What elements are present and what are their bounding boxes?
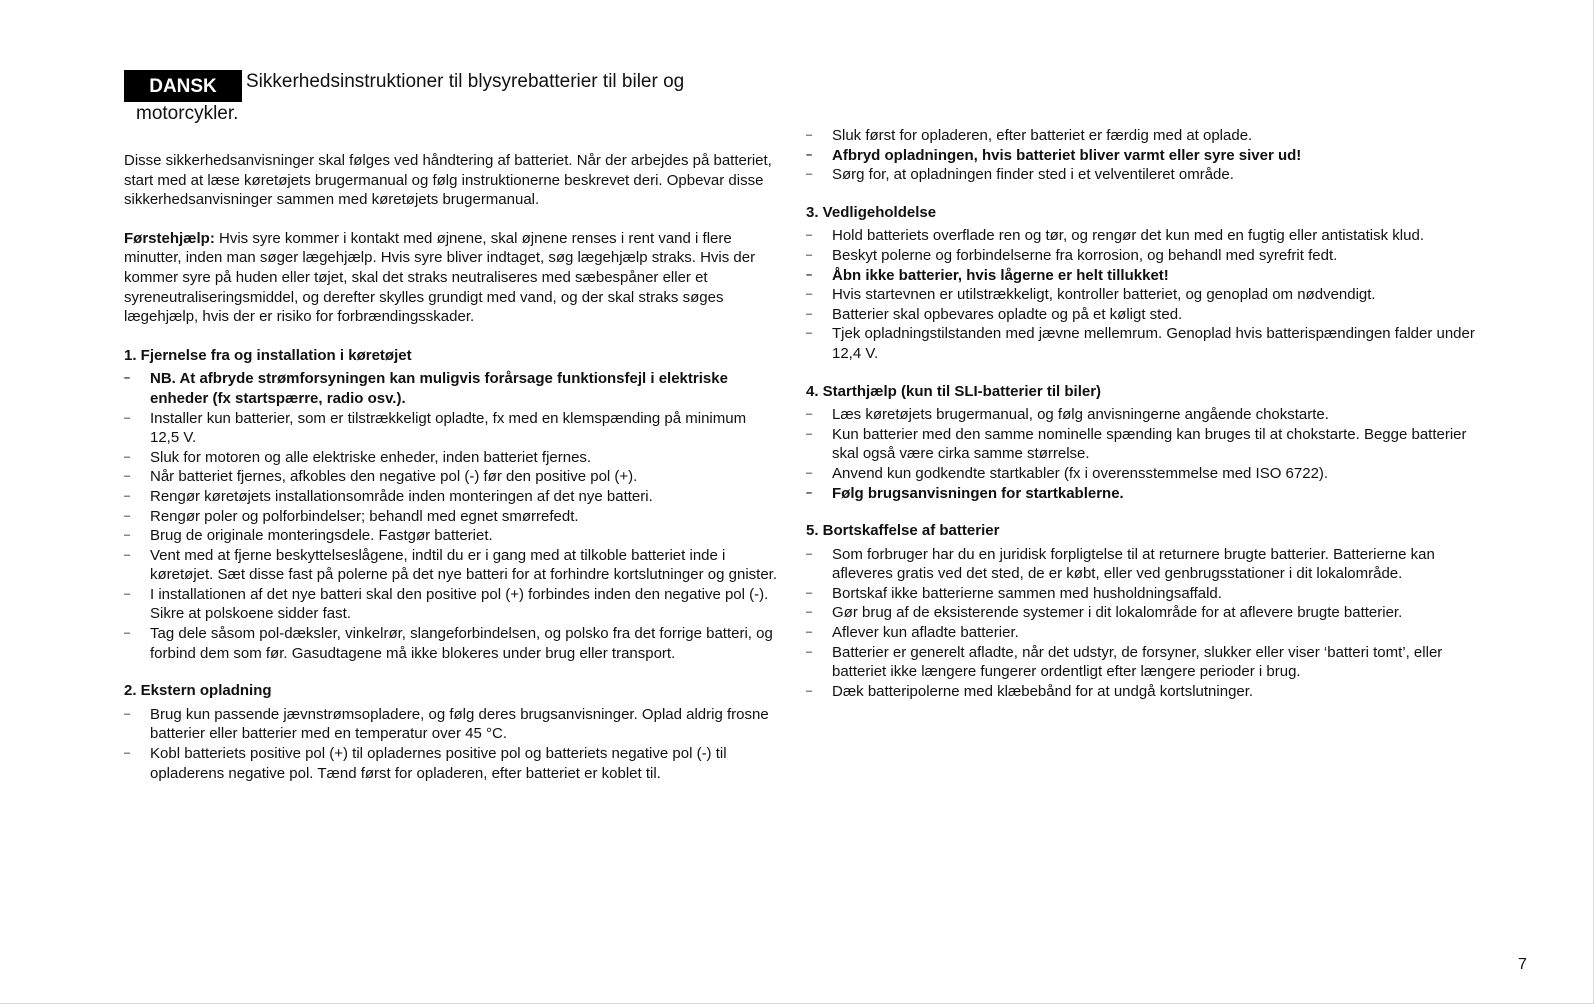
section-4-list: [806, 405, 1486, 503]
section-1-list: [124, 369, 779, 663]
list-item: – Følg brugsanvisningen for startkablerne.: [806, 484, 1486, 504]
list-item: – Sluk først for opladeren, efter batteriet er færdig med at oplade.: [806, 126, 1486, 146]
list-item: – Rengør poler og polforbindelser; behandl med egnet smørrefedt.: [124, 507, 779, 527]
list-item: – Anvend kun godkendte startkabler (fx i overensstemmelse med ISO 6722).: [806, 464, 1486, 484]
section-2-list: [124, 705, 779, 783]
list-item: – Vent med at fjerne beskyttelseslågene, indtil du er i gang med at tilkoble batteriet inde i køretøjet. Sæt disse fast på polerne på det nye batteri for at forhindre kortslutninger og gnister.: [124, 546, 779, 585]
language-badge: DANSK: [124, 70, 242, 102]
page-title: [124, 70, 779, 125]
section-3-heading: 3. Vedligeholdelse: [806, 203, 937, 221]
list-item: – Sørg for, at opladningen finder sted i et velventileret område.: [806, 165, 1486, 185]
list-item: – Hold batteriets overflade ren og tør, og rengør det kun med en fugtig eller antistatisk klud.: [806, 226, 1486, 246]
page-number: 7: [1518, 956, 1527, 973]
list-item: – Kobl batteriets positive pol (+) til opladernes positive pol og batteriets negative pol (-) til opladerens negative pol. Tænd først for opladeren, efter batteriet er koblet til.: [124, 744, 779, 783]
list-item: – Brug kun passende jævnstrømsopladere, og følg deres brugsanvisninger. Oplad aldrig frosne batterier eller batterier med en temperatur over 45 °C.: [124, 705, 779, 744]
list-item: – Rengør køretøjets installationsområde inden monteringen af det nye batteri.: [124, 487, 779, 507]
list-item: – Afbryd opladningen, hvis batteriet bliver varmt eller syre siver ud!: [806, 146, 1486, 166]
list-item: – Batterier er generelt afladte, når det udstyr, de forsyner, slukker eller viser ‘batteri tomt’, eller batteriet ikke længere fungerer ordentligt efter længere perioder i brug.: [806, 643, 1486, 682]
list-item: – Åbn ikke batterier, hvis lågerne er helt tillukket!: [806, 266, 1486, 286]
first-aid-paragraph: [124, 229, 779, 327]
section-2-heading: 2. Ekstern opladning: [124, 682, 272, 700]
list-item: – Dæk batteripolerne med klæbebånd for at undgå kortslutninger.: [806, 682, 1486, 702]
list-item: – Hvis startevnen er utilstrækkeligt, kontroller batteriet, og genoplad om nødvendigt.: [806, 285, 1486, 305]
list-item: – Gør brug af de eksisterende systemer i dit lokalområde for at aflevere brugte batterier.: [806, 603, 1486, 623]
title-line-2: motorcykler.: [136, 103, 239, 124]
list-item: – Når batteriet fjernes, afkobles den negative pol (-) før den positive pol (+).: [124, 467, 779, 487]
list-item: – Aflever kun afladte batterier.: [806, 623, 1486, 643]
section-2-list-continued: [806, 126, 1486, 185]
section-1-heading: 1. Fjernelse fra og installation i køretøjet: [124, 346, 412, 364]
section-3-list: [806, 226, 1486, 363]
list-item: – Kun batterier med den samme nominelle spænding kan bruges til at chokstarte. Begge batterier skal også være cirka samme størrelse.: [806, 425, 1486, 464]
section-5-heading: 5. Bortskaffelse af batterier: [806, 522, 1000, 540]
list-item: – Batterier skal opbevares opladte og på et køligt sted.: [806, 305, 1486, 325]
section-5-list: [806, 545, 1486, 702]
list-item: – I installationen af det nye batteri skal den positive pol (+) forbindes inden den negative pol (-). Sikre at polskoene sidder fast.: [124, 585, 779, 624]
left-column: [124, 70, 779, 801]
list-item: – Læs køretøjets brugermanual, og følg anvisningerne angående chokstarte.: [806, 405, 1486, 425]
list-item: – Tag dele såsom pol-dæksler, vinkelrør, slangeforbindelsen, og polsko fra det forrige batteri, og forbind dem som før. Gasudtagene må ikke blokeres under brug eller transport.: [124, 624, 779, 663]
list-item: – NB. At afbryde strømforsyningen kan muligvis forårsage funktionsfejl i elektriske enheder (fx startspærre, radio osv.).: [124, 369, 779, 408]
list-item: – Beskyt polerne og forbindelserne fra korrosion, og behandl med syrefrit fedt.: [806, 246, 1486, 266]
list-item: – Sluk for motoren og alle elektriske enheder, inden batteriet fjernes.: [124, 448, 779, 468]
first-aid-text: Hvis syre kommer i kontakt med øjnene, skal øjnene renses i rent vand i flere minutter, inden man søger lægehjælp. Hvis syre bliver indtaget, søg lægehjælp straks. Hvis der kommer syre på huden eller tøjet, skal det straks neutraliseres med sæbespåner eller et syreneutraliseringsmiddel, og derefter skylles grundigt med vand, og der skal straks søges lægehjælp, hvis der er risiko for forbrændingsskader.: [124, 229, 756, 326]
section-4-heading: 4. Starthjælp (kun til SLI-batterier til biler): [806, 382, 1102, 400]
intro-paragraph: Disse sikkerhedsanvisninger skal følges ved håndtering af batteriet. Når der arbejdes på batteriet, start med at læse køretøjets brugermanual og følg instruktionerne beskrevet deri. Opbevar disse sikkerhedsanvisninger sammen med køretøjets brugermanual.: [124, 152, 772, 209]
title-line-1: Sikkerhedsinstruktioner til blysyrebatterier til biler og: [246, 71, 685, 92]
right-column: [806, 126, 1486, 719]
list-item: – Som forbruger har du en juridisk forpligtelse til at returnere brugte batterier. Batterierne kan afleveres gratis ved det sted, de er købt, eller ved genbrugsstationer i dit lokalområde.: [806, 545, 1486, 584]
list-item: – Tjek opladningstilstanden med jævne mellemrum. Genoplad hvis batterispændingen falder under 12,4 V.: [806, 324, 1486, 363]
list-item: – Installer kun batterier, som er tilstrækkeligt opladte, fx med en klemspænding på minimum 12,5 V.: [124, 409, 779, 448]
list-item: – Brug de originale monteringsdele. Fastgør batteriet.: [124, 526, 779, 546]
list-item: – Bortskaf ikke batterierne sammen med husholdningsaffald.: [806, 584, 1486, 604]
first-aid-label: Førstehjælp:: [124, 229, 215, 247]
